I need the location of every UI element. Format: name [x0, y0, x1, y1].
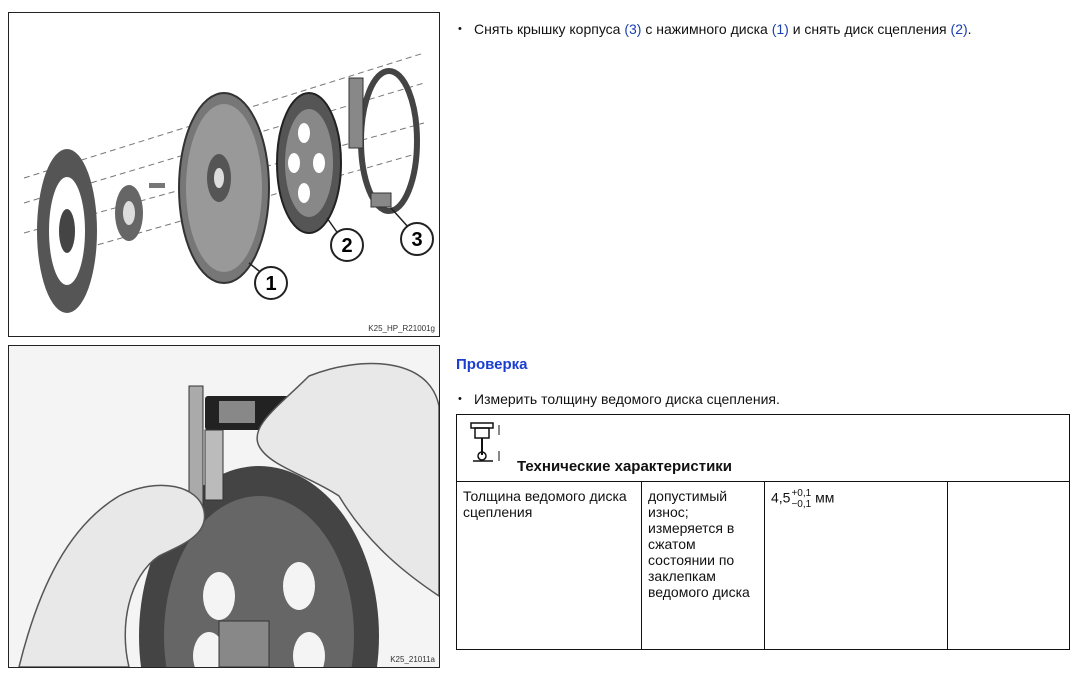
spec-unit: мм: [815, 489, 835, 506]
housing-cover-part: [349, 71, 417, 211]
spec-value-base: 4,5: [771, 489, 791, 506]
ref-clutch-disc-link[interactable]: (2): [950, 21, 968, 37]
caliper-spec-icon: [469, 421, 505, 466]
section-heading: Проверка: [456, 356, 528, 373]
spec-tol-minus: −0,1: [791, 499, 812, 510]
spec-parameter-cell: Толщина ведомого диска сцепления: [457, 482, 642, 650]
flywheel-bracket: [37, 149, 97, 313]
instruction1-part-b: с нажимного диска: [641, 21, 772, 37]
spec-tol-plus: +0,1: [791, 488, 812, 499]
clutch-exploded-figure: [8, 12, 440, 337]
ref-pressure-plate-link[interactable]: (1): [771, 21, 789, 37]
ref-housing-cover-link[interactable]: (3): [624, 21, 642, 37]
instruction1-part-c: и снять диск сцепления: [788, 21, 951, 37]
caliper-measurement-photo: [9, 346, 439, 667]
figure2-code: K25_21011a: [390, 655, 435, 664]
figure1-code: K25_HP_R21001g: [368, 324, 435, 333]
callout-2-label: 2: [341, 235, 353, 257]
callout-3-label: 3: [411, 229, 423, 251]
spec-table-title: Технические характеристики: [517, 458, 733, 475]
caliper-measurement-figure: [8, 345, 440, 668]
spec-condition-cell: допустимый износ; измеряется в сжатом состоянии по заклепкам ведомого диска: [642, 482, 765, 650]
table-row: [457, 482, 1070, 650]
clutch-exploded-drawing: [9, 13, 439, 336]
instruction2-bullet: •: [458, 393, 462, 405]
instruction1-part-d: .: [967, 21, 972, 37]
spec-table-header: [457, 415, 1070, 482]
instruction1-text: [474, 21, 972, 37]
instruction2-text: Измерить толщину ведомого диска сцепления.: [474, 391, 780, 407]
callout-1-label: 1: [265, 273, 277, 295]
spec-tolerance: [791, 488, 811, 510]
spec-table: [456, 414, 1070, 650]
pressure-plate-part: [179, 93, 269, 283]
spec-note-cell: [948, 482, 1070, 650]
clutch-disc-part: [277, 93, 341, 233]
spec-value-cell: [765, 482, 948, 650]
instruction1-bullet: •: [458, 23, 462, 35]
instruction1-part-a: Снять крышку корпуса: [474, 21, 625, 37]
